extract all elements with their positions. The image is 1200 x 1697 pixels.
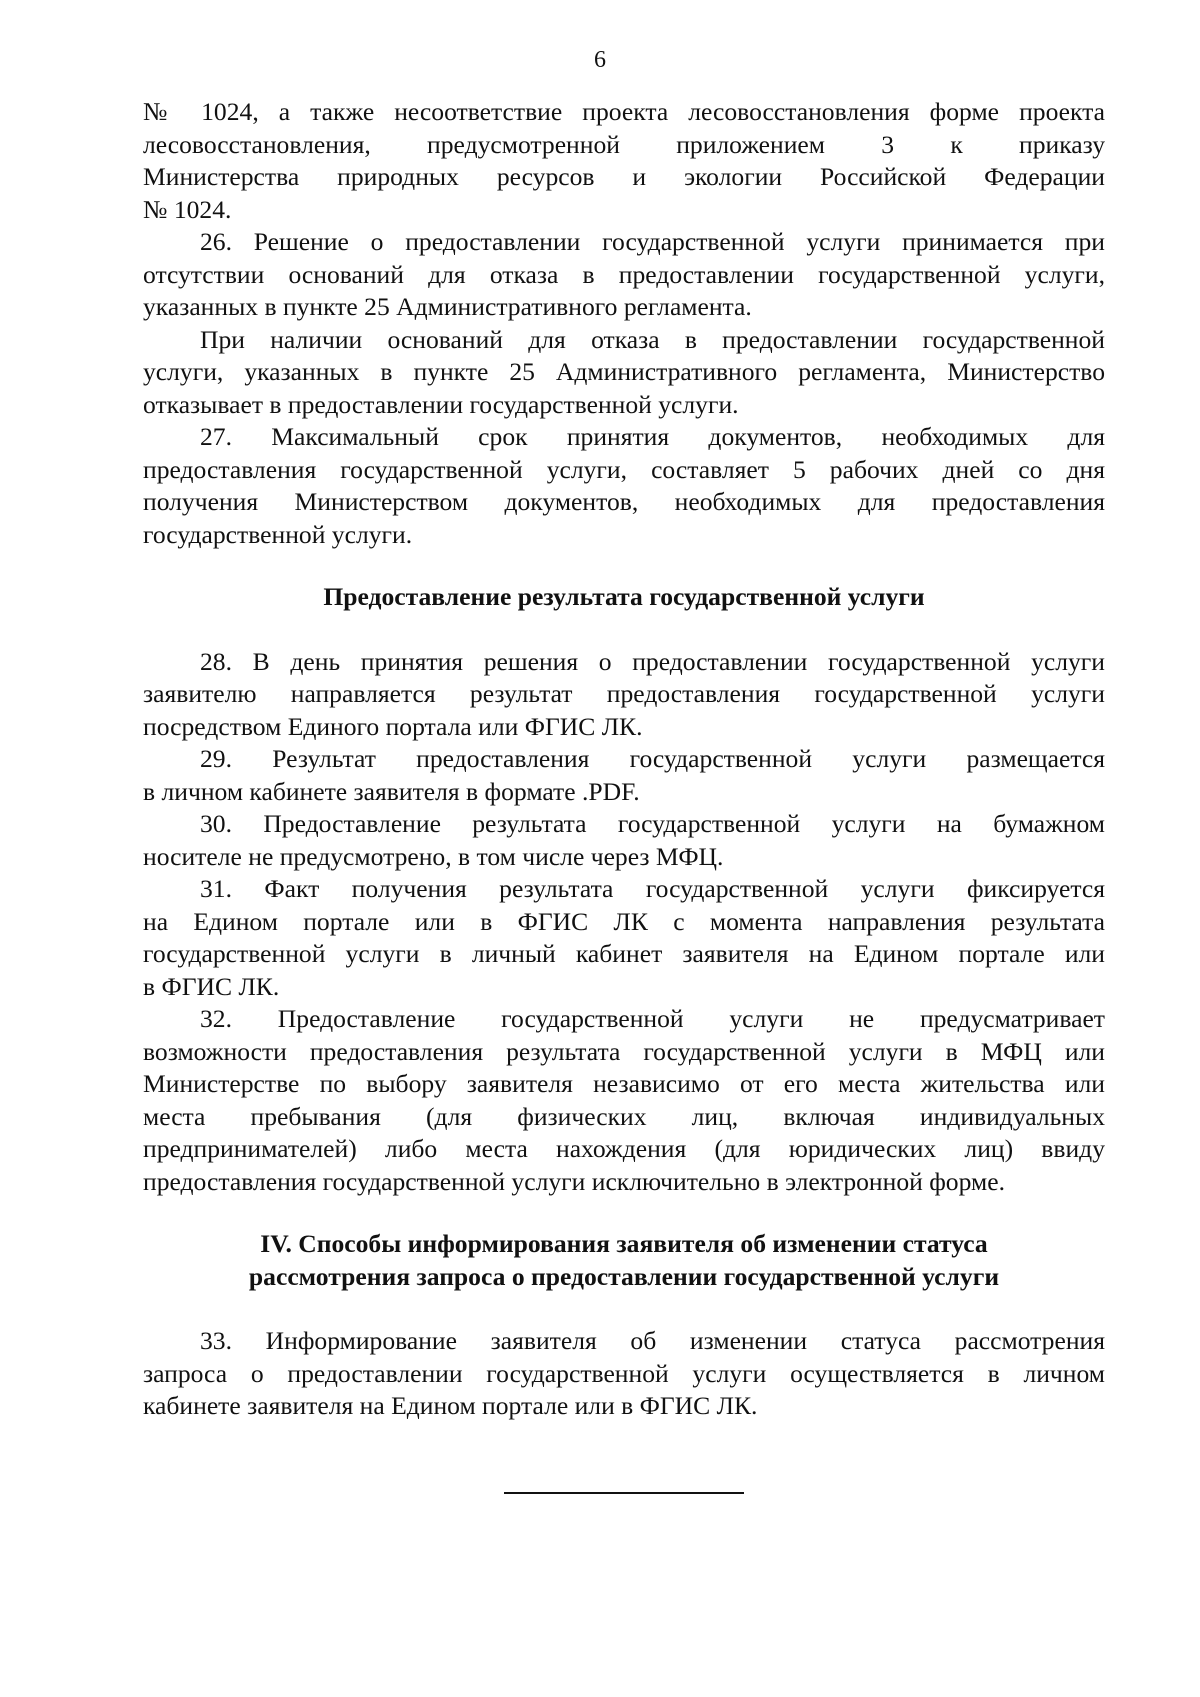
text-line: посредством Единого портала или ФГИС ЛК. bbox=[143, 711, 643, 741]
text-line: запроса о предоставлении государственной услуги осуществляется в личном bbox=[143, 1358, 1105, 1388]
text-line: в ФГИС ЛК. bbox=[143, 971, 280, 1001]
text-line: на Едином портале или в ФГИС ЛК с момента направления результата bbox=[143, 906, 1105, 936]
paragraph-26-refusal bbox=[143, 324, 1105, 422]
text-line: 33. Информирование заявителя об изменении статуса рассмотрения bbox=[200, 1326, 1105, 1355]
paragraph-32 bbox=[143, 1003, 1105, 1198]
paragraph-29 bbox=[143, 743, 1105, 808]
paragraph-28 bbox=[143, 646, 1105, 744]
text-line: государственной услуги в личный кабинет заявителя на Едином портале или bbox=[143, 939, 1105, 968]
text-line: предпринимателей) либо места нахождения (для юридических лиц) ввиду bbox=[143, 1134, 1105, 1163]
intro-paragraph bbox=[143, 96, 1105, 226]
text-line: в личном кабинете заявителя в формате .PDF. bbox=[143, 776, 640, 806]
text-line: 30. Предоставление результата государственной услуги на бумажном bbox=[200, 809, 1105, 838]
text-line: 26. Решение о предоставлении государственной услуги принимается при bbox=[200, 227, 1105, 256]
paragraph-30 bbox=[143, 808, 1105, 873]
paragraph-27 bbox=[143, 421, 1105, 551]
text-line: лесовосстановления, предусмотренной приложением 3 к приказу bbox=[143, 129, 1105, 159]
text-line: предоставления государственной услуги, составляет 5 рабочих дней со дня bbox=[143, 454, 1105, 484]
text-line: места пребывания (для физических лиц, включая индивидуальных bbox=[143, 1101, 1105, 1131]
text-line: 32. Предоставление государственной услуги не предусматривает bbox=[200, 1004, 1105, 1033]
page-number: 6 bbox=[594, 47, 606, 73]
paragraph-33 bbox=[143, 1325, 1105, 1423]
text-line: получения Министерством документов, необходимых для предоставления bbox=[143, 487, 1105, 516]
text-line: 29. Результат предоставления государственной услуги размещается bbox=[200, 744, 1105, 773]
text-line: заявителю направляется результат предоставления государственной услуги bbox=[143, 679, 1105, 708]
text-line: При наличии оснований для отказа в предоставлении государственной bbox=[200, 324, 1105, 354]
text-line: 28. В день принятия решения о предоставлении государственной услуги bbox=[200, 646, 1105, 676]
text-line: возможности предоставления результата государственной услуги в МФЦ или bbox=[143, 1036, 1105, 1066]
section-heading-result: Предоставление результата государственной услуги bbox=[323, 582, 925, 611]
section-heading-iv-line2: рассмотрения запроса о предоставлении государственной услуги bbox=[248, 1261, 1000, 1291]
text-line: 27. Максимальный срок принятия документов, необходимых для bbox=[200, 422, 1105, 451]
paragraph-26 bbox=[143, 226, 1105, 324]
document-body bbox=[143, 96, 1105, 1423]
text-line: № 1024, а также несоответствие проекта лесовосстановления форме проекта bbox=[143, 97, 1105, 126]
text-line: кабинете заявителя на Едином портале или в ФГИС ЛК. bbox=[143, 1391, 758, 1420]
text-line: № 1024. bbox=[143, 194, 232, 224]
paragraph-31 bbox=[143, 873, 1105, 1003]
text-line: предоставления государственной услуги исключительно в электронной форме. bbox=[143, 1166, 1005, 1196]
text-line: носителе не предусмотрено, в том числе через МФЦ. bbox=[143, 841, 724, 871]
end-divider bbox=[504, 1492, 744, 1494]
text-line: Министерстве по выбору заявителя независимо от его места жительства или bbox=[143, 1069, 1105, 1098]
text-line: отказывает в предоставлении государственной услуги. bbox=[143, 389, 739, 419]
section-heading-iv-line1: IV. Способы информирования заявителя об изменении статуса bbox=[260, 1229, 988, 1258]
text-line: отсутствии оснований для отказа в предоставлении государственной услуги, bbox=[143, 259, 1105, 289]
text-line: государственной услуги. bbox=[143, 519, 413, 549]
text-line: услуги, указанных в пункте 25 Административного регламента, Министерство bbox=[143, 357, 1105, 386]
text-line: Министерства природных ресурсов и экологии Российской Федерации bbox=[143, 162, 1105, 191]
text-line: указанных в пункте 25 Административного регламента. bbox=[143, 292, 752, 321]
text-line: 31. Факт получения результата государственной услуги фиксируется bbox=[200, 874, 1105, 903]
